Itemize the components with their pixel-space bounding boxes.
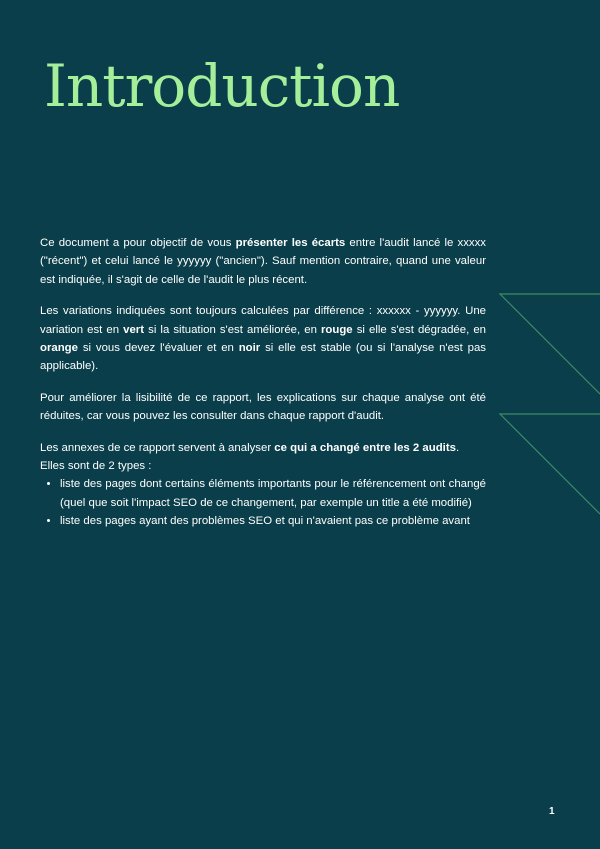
paragraph-differences — [40, 234, 486, 289]
text: Ce document a pour objectif de vous — [40, 237, 236, 249]
page-title: Introduction — [44, 52, 400, 120]
text: si elle est stable (ou si l'analyse n'est pas applicable). — [40, 342, 486, 373]
paragraph-readability: Pour améliorer la lisibilité de ce rapport, les explications sur chaque analyse ont été réduites, car vous pouvez les consulter dans chaque rapport d'audit. — [40, 391, 486, 423]
bold-text: vert — [123, 323, 145, 336]
text: . — [455, 441, 460, 454]
bold-text: présenter les écarts — [235, 237, 346, 249]
decor-triangle-lower — [500, 414, 600, 514]
bold-text: rouge — [320, 323, 353, 336]
text: Elles sont de 2 types : — [40, 460, 152, 473]
text: Les variations indiquées sont toujours calculées par différence : xxxxxx - yyyyyy. Une variation est en — [40, 305, 486, 336]
paragraph-annexes — [40, 439, 486, 476]
text: si elle s'est dégradée, en — [352, 323, 486, 336]
paragraph-variations — [40, 302, 486, 376]
bold-text: orange — [40, 342, 78, 355]
list-item: • liste des pages dont certains éléments importants pour le référencement ont changé (quel que soit l'impact SEO de ce changement, par exemple un title a été modifié) — [60, 475, 486, 512]
annex-types-list — [40, 475, 486, 530]
bold-text: noir — [238, 342, 261, 355]
list-item: • liste des pages ayant des problèmes SEO et qui n'avaient pas ce problème avant — [60, 512, 486, 530]
text: si la situation s'est améliorée, en — [144, 323, 321, 336]
text: entre l'audit lancé le xxxxx ("récent") et celui lancé le yyyyyy ("ancien"). Sauf mention contraire, quand une valeur est indiquée, il s'agit de celle de l'audit le plus récent. — [40, 237, 487, 286]
decor-triangle-upper — [500, 294, 600, 394]
intro-body — [40, 234, 486, 531]
text: Les annexes de ce rapport servent à analyser — [40, 441, 275, 454]
bold-text: ce qui a changé entre les 2 audits — [274, 441, 456, 454]
text: si vous devez l'évaluer et en — [77, 342, 239, 355]
page-number: 1 — [549, 806, 555, 817]
